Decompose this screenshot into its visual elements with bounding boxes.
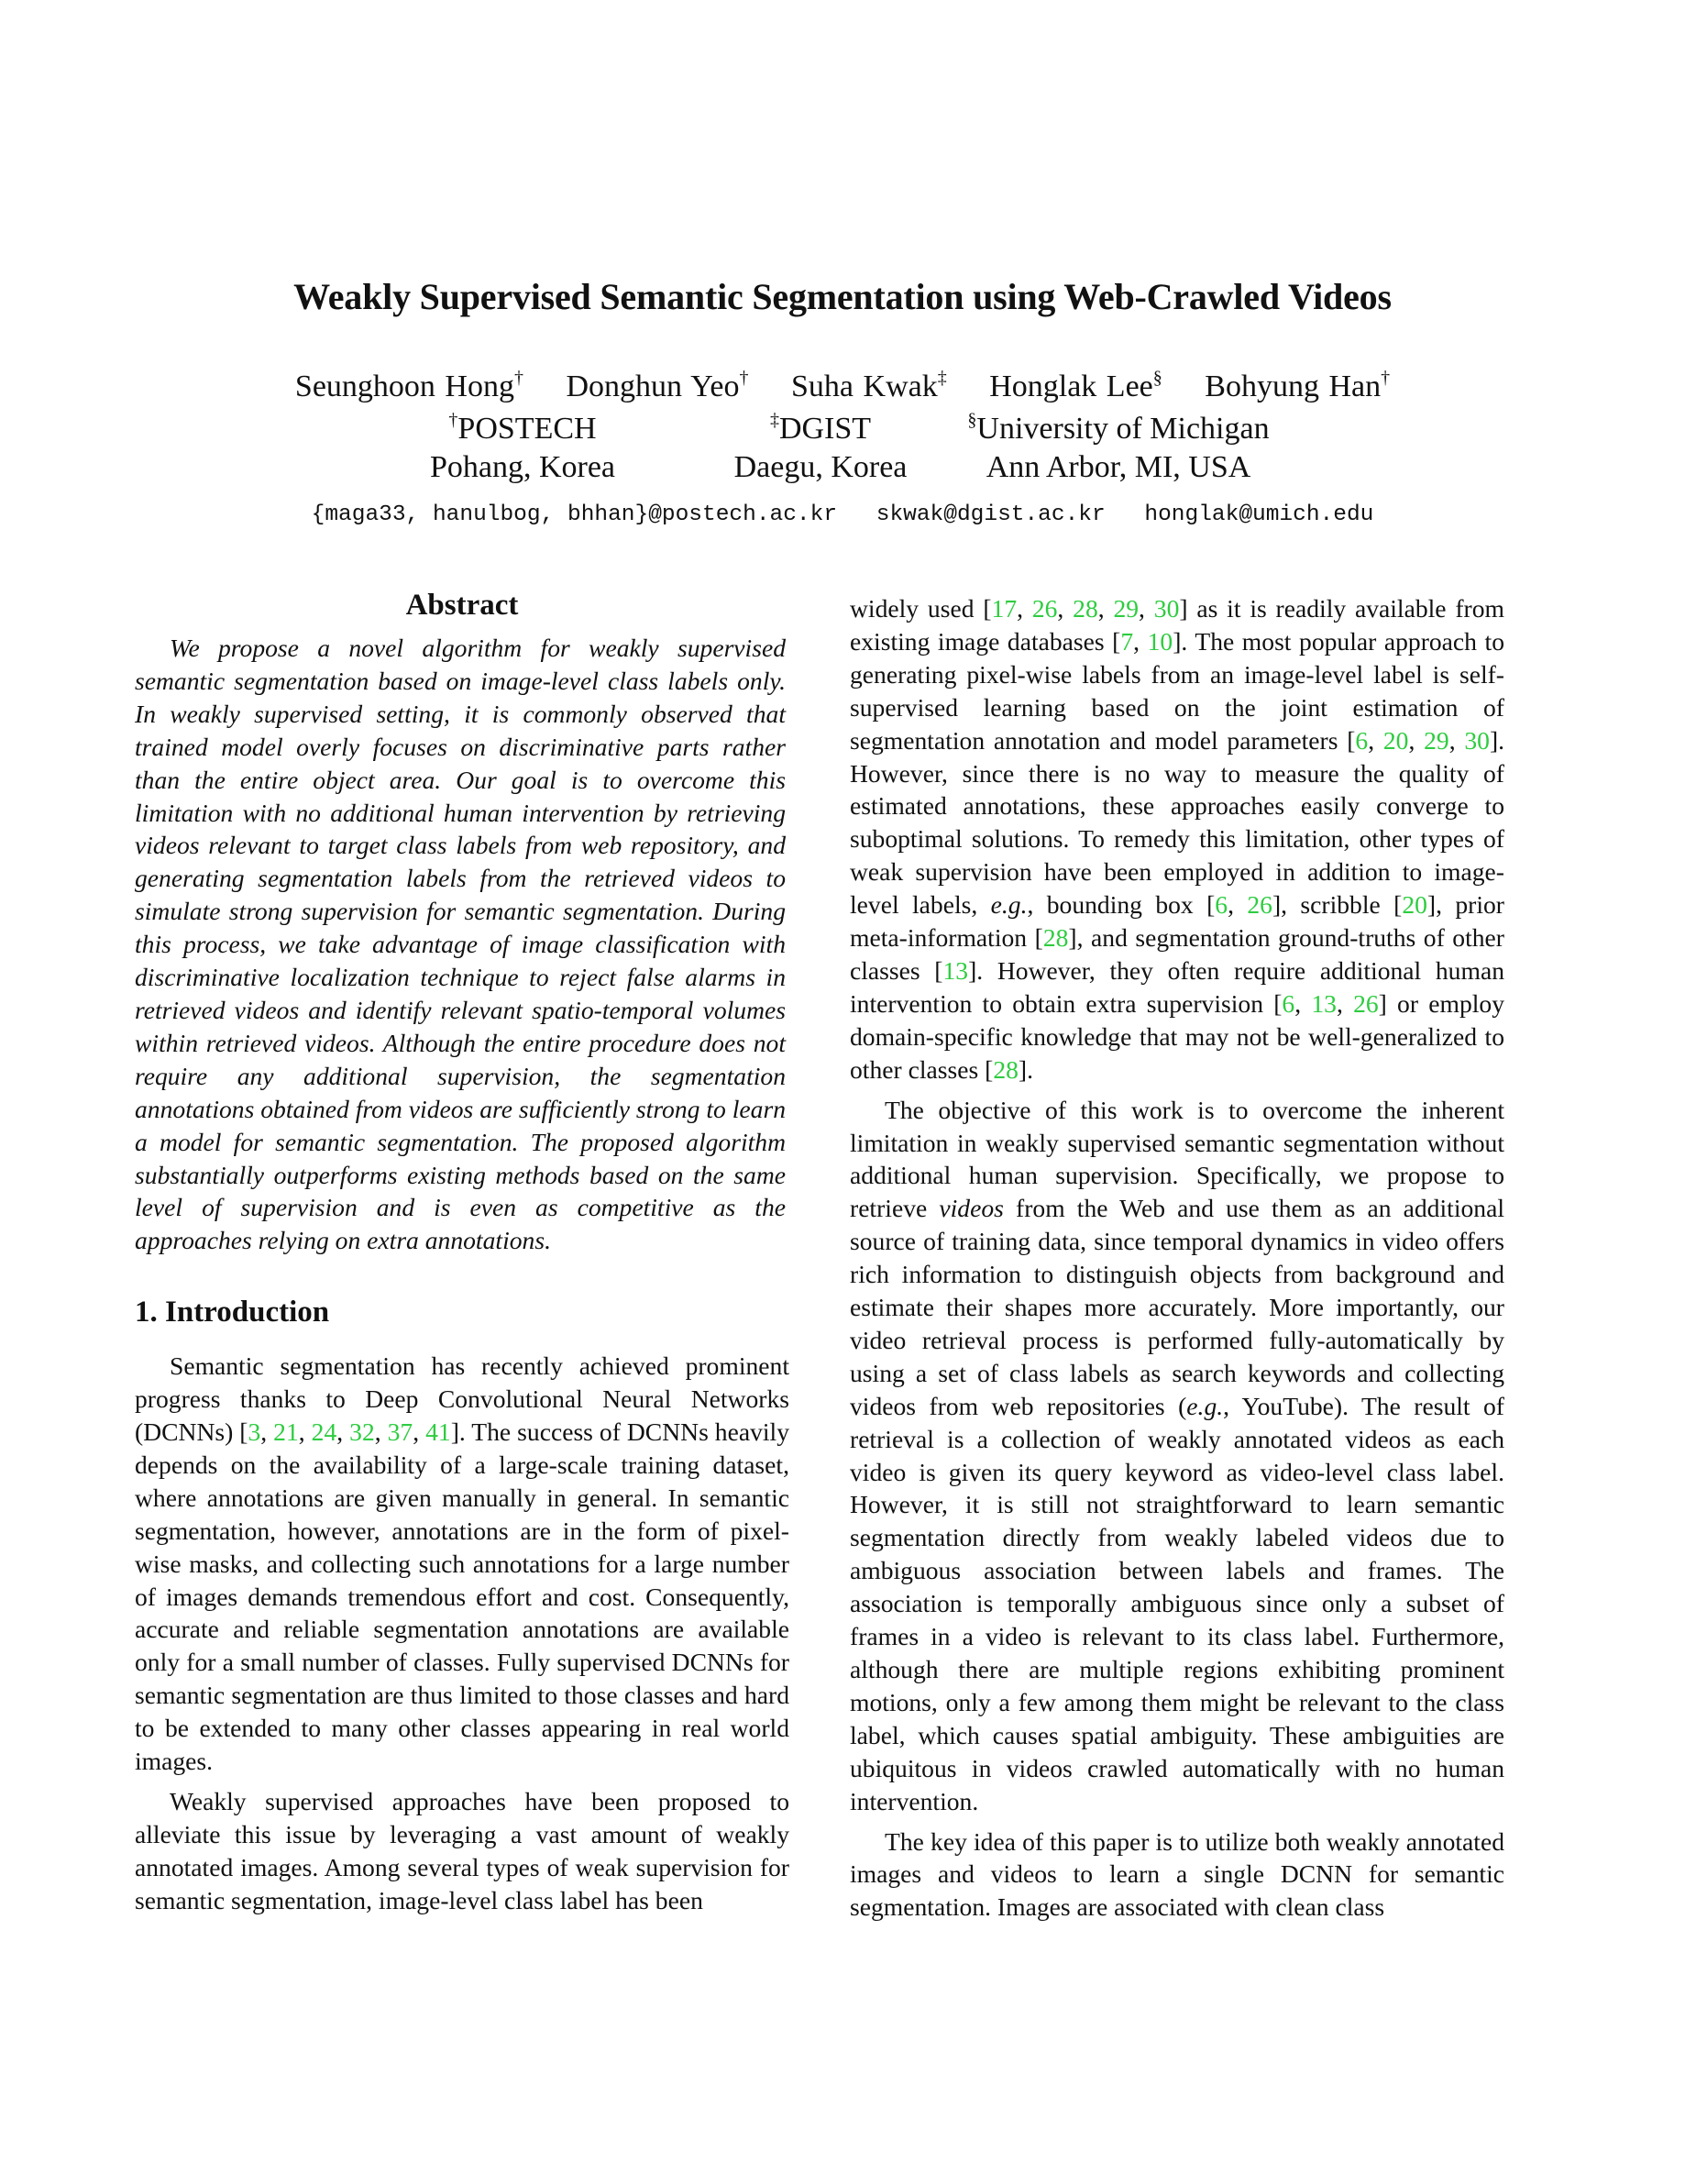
citation-link[interactable]: 13: [1311, 988, 1337, 1018]
citation-link[interactable]: 6: [1282, 988, 1295, 1018]
author-emails: [0, 502, 1685, 527]
citation-link[interactable]: 41: [425, 1417, 451, 1447]
intro-paragraph: The key idea of this paper is to utilize both weakly annotated images and videos to learn a single DCNN for semantic segmentation. Images are associated with clean class: [850, 1826, 1504, 1922]
author: Bohyung Han†: [1205, 368, 1391, 403]
author: Seunghoon Hong†: [294, 368, 523, 403]
author-list: [0, 370, 1685, 404]
citation-link[interactable]: 26: [1353, 988, 1379, 1018]
author: Honglak Lee§: [989, 368, 1162, 403]
citation-link[interactable]: 30: [1464, 725, 1490, 755]
author: Donghun Yeo†: [566, 368, 749, 403]
citation-link[interactable]: 13: [942, 955, 969, 985]
citation-link[interactable]: 7: [1120, 626, 1134, 656]
citation-link[interactable]: 37: [387, 1417, 413, 1447]
affiliation-location: Daegu, Korea: [733, 450, 908, 484]
citation-link[interactable]: 21: [273, 1417, 299, 1447]
citation-link[interactable]: 6: [1215, 890, 1228, 920]
email: skwak@dgist.ac.kr: [876, 502, 1106, 527]
intro-paragraph: Weakly supervised approaches have been proposed to alleviate this issue by leveraging a vast amount of weakly annotated images. Among several types of weak supervision for semantic segmentation, image-level class label has been: [135, 1787, 789, 1914]
citation-link[interactable]: 6: [1355, 725, 1369, 755]
intro-paragraph: The objective of this work is to overcome the inherent limitation in weakly supervised semantic segmentation without additional human supervision. Specifically, we propose to retrieve videos from the Web and use them as an additional source of training data, since temporal dynamics in video offers rich information to distinguish objects from background and estimate their shapes more accurately. More importantly, our video retrieval process is performed fully-automatically by using a set of class labels as search keywords and collecting videos from web repositories (e.g., YouTube). The result of retrieval is a collection of weakly annotated videos as each video is given its query keyword as video-level class label. However, it is still not straightforward to learn semantic segmentation directly from weakly labeled videos due to ambiguous association between labels and frames. The association is temporally ambiguous since only a subset of frames in a video is relevant to its class label. Furthermore, although there are multiple regions exhibiting prominent motions, only a few among them might be relevant to the class label, which causes spatial ambiguity. These ambiguities are ubiquitous in videos crawled automatically with no human intervention.: [850, 1095, 1504, 1815]
affiliation-name: ‡DGIST: [769, 410, 872, 446]
abstract-text: We propose a novel algorithm for weakly supervised semantic segmentation based on image-level class labels only. In weakly supervised setting, it is commonly observed that trained model overly focuses on discriminative parts rather than the entire object area. Our goal is to overcome this limitation with no additional human intervention by retrieving videos relevant to target class labels from web repository, and generating segmentation labels from the retrieved videos to simulate strong supervision for semantic segmentation. During this process, we take advantage of image classification with discriminative localization technique to reject false alarms in retrieved videos and identify relevant spatio-temporal volumes within retrieved videos. Although the entire procedure does not require any additional supervision, the segmentation annotations obtained from videos are sufficiently strong to learn a model for semantic segmentation. The proposed algorithm substantially outperforms existing methods based on the same level of supervision and is even as competitive as the approaches relying on extra annotations.: [135, 634, 786, 1255]
citation-link[interactable]: 3: [248, 1417, 261, 1447]
affiliation-name: †POSTECH: [448, 410, 597, 446]
citation-link[interactable]: 26: [1247, 890, 1272, 920]
citation-link[interactable]: 32: [349, 1417, 375, 1447]
left-column: [135, 589, 789, 1917]
citation-link[interactable]: 20: [1402, 890, 1427, 920]
intro-paragraph: Semantic segmentation has recently achieved prominent progress thanks to Deep Convolutional Neural Networks (DCNNs) [3, 21, 24, 32, 37, 41]. The success of DCNNs heavily depends on the availability of a large-scale training dataset, where annotations are given manually in general. In semantic segmentation, however, annotations are in the form of pixel-wise masks, and collecting such annotations for a large number of images demands tremendous effort and cost. Consequently, accurate and reliable segmentation annotations are available only for a small number of classes. Fully supervised DCNNs for semantic segmentation are thus limited to those classes and hard to be extended to many other classes appearing in real world images.: [135, 1351, 790, 1776]
author: Suha Kwak‡: [791, 368, 947, 403]
intro-paragraph: widely used [17, 26, 28, 29, 30] as it is readily available from existing image databases [7, 10]. The most popular approach to generating pixel-wise labels from an image-level label is self-supervised learning based on the joint estimation of segmentation annotation and model parameters [6, 20, 29, 30]. However, since there is no way to measure the quality of estimated annotations, these approaches easily converge to suboptimal solutions. To remedy this limitation, other types of weak supervision have been employed in addition to image-level labels, e.g., bounding box [6, 26], scribble [20], prior meta-information [28], and segmentation ground-truths of other classes [13]. However, they often require additional human intervention to obtain extra supervision [6, 13, 26] or employ domain-specific knowledge that may not be well-generalized to other classes [28].: [850, 594, 1505, 1084]
email: honglak@umich.edu: [1144, 502, 1374, 527]
citation-link[interactable]: 10: [1147, 626, 1173, 656]
paper-title: Weakly Supervised Semantic Segmentation using Web-Crawled Videos: [293, 276, 1392, 317]
right-column: [850, 592, 1504, 1924]
citation-link[interactable]: 29: [1424, 725, 1449, 755]
email: {maga33, hanulbog, bhhan}@postech.ac.kr: [311, 502, 838, 527]
affiliation-location: Pohang, Korea: [429, 450, 616, 484]
citation-link[interactable]: 17: [991, 594, 1018, 623]
citation-link[interactable]: 28: [1073, 594, 1098, 623]
affiliation-name: §University of Michigan: [967, 410, 1270, 446]
abstract-heading: Abstract: [405, 589, 519, 622]
citation-link[interactable]: 28: [1042, 923, 1069, 953]
affiliation-location: Ann Arbor, MI, USA: [986, 450, 1251, 484]
section-heading: 1. Introduction: [135, 1296, 330, 1329]
citation-link[interactable]: 20: [1382, 725, 1409, 755]
citation-link[interactable]: 24: [311, 1417, 337, 1447]
citation-link[interactable]: 26: [1031, 594, 1058, 623]
citation-link[interactable]: 30: [1153, 594, 1180, 623]
citation-link[interactable]: 28: [993, 1054, 1019, 1084]
citation-link[interactable]: 29: [1113, 594, 1140, 623]
